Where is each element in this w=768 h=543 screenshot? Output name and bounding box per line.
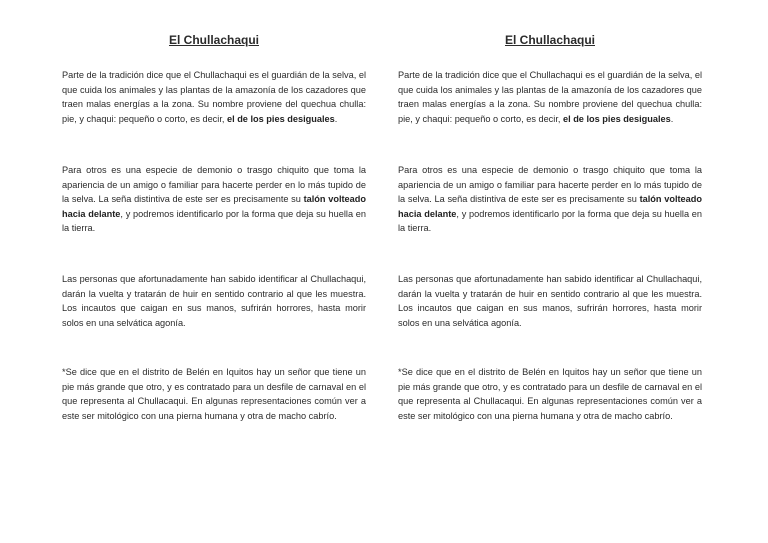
bold-phrase: talón volteado hacia delante [62, 194, 366, 219]
paragraph-demon [398, 163, 702, 236]
paragraph-text-end: , y podremos identificarlo por la forma que deja su huella en la tierra. [398, 208, 703, 234]
paragraph-text-end: . [334, 113, 338, 124]
paragraph-text-end: . [670, 113, 674, 124]
paragraph-escape: Las personas que afortunadamente han sabido identificar al Chullachaqui, darán la vuelta y tratarán de huir en sentido contrario al que les muestra. Los incautos que caigan en sus manos, sufrirán horrores, hasta morir solos en una selvática agonía. [398, 274, 702, 328]
paragraph-guardian [62, 68, 366, 126]
paragraph-belen: *Se dice que en el distrito de Belén en Iquitos hay un señor que tiene un pie más grande que otro, y es contratado para un desfile de carnaval en el que representa al Chullacaqui. En algunas representaciones común ver a este ser mitológico con una pierna humana y otra de macho cabrío. [62, 367, 366, 421]
paragraph-text: Parte de la tradición dice que el Chullachaqui es el guardián de la selva, el que cuida los animales y las plantas de la amazonía de los cazadores que traen malas energías a la zona. Su nombre proviene del quechua chulla: pie, y chaqui: pequeño o corto, es decir, [398, 70, 702, 124]
paragraph-escape: Las personas que afortunadamente han sabido identificar al Chullachaqui, darán la vuelta y tratarán de huir en sentido contrario al que les muestra. Los incautos que caigan en sus manos, sufrirán horrores, hasta morir solos en una selvática agonía. [62, 274, 366, 328]
paragraph-text: Para otros es una especie de demonio o trasgo chiquito que toma la apariencia de un amigo o familiar para hacerte perder en lo más tupido de la selva. La seña distintiva de este ser es precisamente su [62, 165, 366, 205]
paragraph-belen: *Se dice que en el distrito de Belén en Iquitos hay un señor que tiene un pie más grande que otro, y es contratado para un desfile de carnaval en el que representa al Chullacaqui. En algunas representaciones común ver a este ser mitológico con una pierna humana y otra de macho cabrío. [398, 367, 702, 421]
paragraph-text-end: , y podremos identificarlo por la forma que deja su huella en la tierra. [62, 208, 367, 234]
right-column [398, 32, 703, 421]
left-column [62, 32, 367, 421]
bold-phrase: talón volteado hacia delante [398, 194, 702, 219]
document-title: El Chullachaqui [168, 33, 259, 47]
paragraph-text: Parte de la tradición dice que el Chullachaqui es el guardián de la selva, el que cuida los animales y las plantas de la amazonía de los cazadores que traen malas energías a la zona. Su nombre proviene del quechua chulla: pie, y chaqui: pequeño o corto, es decir, [62, 70, 366, 124]
paragraph-demon [62, 163, 366, 236]
paragraph-text: Para otros es una especie de demonio o trasgo chiquito que toma la apariencia de un amigo o familiar para hacerte perder en lo más tupido de la selva. La seña distintiva de este ser es precisamente su [398, 165, 702, 205]
bold-phrase: el de los pies desiguales [562, 113, 671, 124]
document-title: El Chullachaqui [504, 33, 595, 47]
paragraph-guardian [398, 68, 702, 126]
bold-phrase: el de los pies desiguales [226, 113, 335, 124]
